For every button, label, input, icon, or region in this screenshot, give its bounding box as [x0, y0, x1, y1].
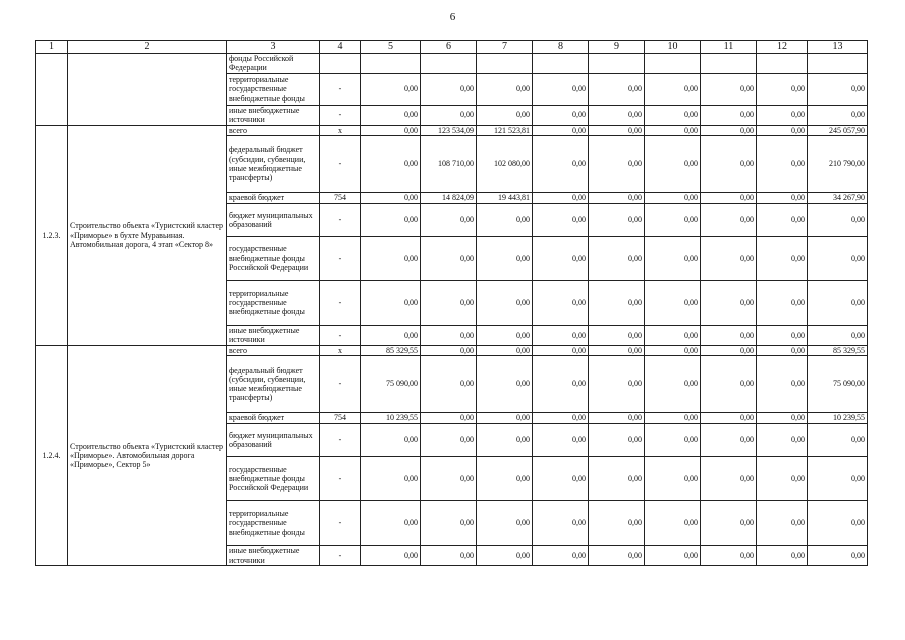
- column-header: 2: [68, 41, 227, 54]
- amount-cell: 0,00: [533, 356, 589, 413]
- amount-cell: 0,00: [645, 203, 701, 236]
- amount-cell: [645, 53, 701, 73]
- responsible-code: -: [320, 203, 361, 236]
- responsible-code: -: [320, 424, 361, 457]
- amount-cell: 0,00: [361, 457, 421, 501]
- amount-cell: 0,00: [421, 236, 477, 280]
- amount-cell: 0,00: [361, 203, 421, 236]
- amount-cell: 0,00: [645, 135, 701, 192]
- amount-cell: 0,00: [808, 501, 868, 546]
- amount-cell: 0,00: [533, 125, 589, 135]
- amount-cell: 0,00: [533, 457, 589, 501]
- column-header: 13: [808, 41, 868, 54]
- amount-cell: 0,00: [533, 203, 589, 236]
- amount-cell: 0,00: [645, 105, 701, 125]
- amount-cell: 0,00: [757, 546, 808, 566]
- amount-cell: 0,00: [589, 105, 645, 125]
- amount-cell: 0,00: [645, 424, 701, 457]
- responsible-code: -: [320, 280, 361, 325]
- row-code: 1.2.3.: [36, 125, 68, 345]
- amount-cell: 0,00: [421, 105, 477, 125]
- amount-cell: 75 090,00: [361, 356, 421, 413]
- amount-cell: 0,00: [757, 356, 808, 413]
- column-header: 7: [477, 41, 533, 54]
- object-name: Строительство объекта «Туристский кластер «Приморье» в бухте Муравьиная. Автомобильная дорога, 4 этап «Сектор 8»: [68, 125, 227, 345]
- amount-cell: 0,00: [589, 501, 645, 546]
- responsible-code: [320, 53, 361, 73]
- amount-cell: 0,00: [589, 457, 645, 501]
- amount-cell: 0,00: [477, 424, 533, 457]
- amount-cell: 0,00: [701, 125, 757, 135]
- amount-cell: 0,00: [589, 356, 645, 413]
- funding-source-label: бюджет муниципальных образований: [227, 424, 320, 457]
- amount-cell: 0,00: [589, 345, 645, 355]
- column-header: 12: [757, 41, 808, 54]
- amount-cell: 0,00: [757, 424, 808, 457]
- amount-cell: 0,00: [421, 546, 477, 566]
- amount-cell: 0,00: [477, 501, 533, 546]
- amount-cell: 108 710,00: [421, 135, 477, 192]
- amount-cell: 0,00: [808, 325, 868, 345]
- responsible-code: -: [320, 501, 361, 546]
- amount-cell: 0,00: [701, 192, 757, 203]
- amount-cell: 0,00: [645, 501, 701, 546]
- amount-cell: 0,00: [361, 125, 421, 135]
- amount-cell: 0,00: [645, 125, 701, 135]
- amount-cell: 0,00: [808, 280, 868, 325]
- responsible-code: 754: [320, 192, 361, 203]
- amount-cell: 0,00: [645, 356, 701, 413]
- amount-cell: 0,00: [645, 192, 701, 203]
- amount-cell: 0,00: [757, 135, 808, 192]
- amount-cell: 0,00: [477, 356, 533, 413]
- amount-cell: 0,00: [701, 135, 757, 192]
- object-name: [68, 53, 227, 125]
- amount-cell: 0,00: [701, 501, 757, 546]
- amount-cell: 34 267,90: [808, 192, 868, 203]
- amount-cell: 0,00: [645, 546, 701, 566]
- amount-cell: 0,00: [589, 413, 645, 424]
- amount-cell: 0,00: [701, 105, 757, 125]
- amount-cell: 0,00: [808, 424, 868, 457]
- amount-cell: [421, 53, 477, 73]
- responsible-code: -: [320, 546, 361, 566]
- amount-cell: 0,00: [477, 280, 533, 325]
- column-header: 9: [589, 41, 645, 54]
- responsible-code: х: [320, 345, 361, 355]
- column-header: 5: [361, 41, 421, 54]
- amount-cell: 0,00: [589, 236, 645, 280]
- amount-cell: 0,00: [477, 105, 533, 125]
- amount-cell: 102 080,00: [477, 135, 533, 192]
- amount-cell: 0,00: [701, 345, 757, 355]
- amount-cell: 0,00: [589, 325, 645, 345]
- amount-cell: 0,00: [589, 125, 645, 135]
- row-code: 1.2.4.: [36, 345, 68, 565]
- amount-cell: 0,00: [701, 73, 757, 105]
- amount-cell: 0,00: [477, 236, 533, 280]
- amount-cell: 0,00: [701, 325, 757, 345]
- amount-cell: 0,00: [477, 73, 533, 105]
- amount-cell: 0,00: [701, 280, 757, 325]
- amount-cell: 0,00: [533, 280, 589, 325]
- amount-cell: 0,00: [361, 73, 421, 105]
- amount-cell: 19 443,81: [477, 192, 533, 203]
- amount-cell: 0,00: [533, 105, 589, 125]
- responsible-code: 754: [320, 413, 361, 424]
- amount-cell: 210 790,00: [808, 135, 868, 192]
- responsible-code: -: [320, 135, 361, 192]
- funding-source-label: государственные внебюджетные фонды Российской Федерации: [227, 236, 320, 280]
- amount-cell: 0,00: [757, 73, 808, 105]
- header-row: [36, 41, 868, 54]
- funding-source-label: всего: [227, 345, 320, 355]
- amount-cell: 0,00: [477, 203, 533, 236]
- responsible-code: -: [320, 457, 361, 501]
- amount-cell: 0,00: [808, 236, 868, 280]
- page-number: 6: [449, 11, 456, 23]
- amount-cell: 0,00: [361, 424, 421, 457]
- responsible-code: -: [320, 325, 361, 345]
- amount-cell: 0,00: [645, 325, 701, 345]
- amount-cell: 0,00: [701, 203, 757, 236]
- amount-cell: 0,00: [421, 457, 477, 501]
- amount-cell: 0,00: [701, 236, 757, 280]
- amount-cell: 0,00: [361, 546, 421, 566]
- amount-cell: 0,00: [421, 356, 477, 413]
- table-row: [36, 345, 868, 355]
- amount-cell: 121 523,81: [477, 125, 533, 135]
- amount-cell: [757, 53, 808, 73]
- amount-cell: 0,00: [361, 501, 421, 546]
- column-header: 3: [227, 41, 320, 54]
- amount-cell: 0,00: [701, 356, 757, 413]
- amount-cell: 0,00: [589, 424, 645, 457]
- amount-cell: 0,00: [645, 345, 701, 355]
- column-header: 8: [533, 41, 589, 54]
- amount-cell: 0,00: [757, 125, 808, 135]
- amount-cell: 0,00: [701, 413, 757, 424]
- funding-source-label: краевой бюджет: [227, 192, 320, 203]
- amount-cell: 0,00: [421, 325, 477, 345]
- amount-cell: 0,00: [589, 203, 645, 236]
- amount-cell: 0,00: [533, 135, 589, 192]
- object-name: Строительство объекта «Туристский кластер «Приморье». Автомобильная дорога «Приморье», Сектор 5»: [68, 345, 227, 565]
- amount-cell: 0,00: [757, 345, 808, 355]
- amount-cell: [808, 53, 868, 73]
- amount-cell: 0,00: [533, 345, 589, 355]
- funding-source-label: государственные внебюджетные фонды Российской Федерации: [227, 457, 320, 501]
- amount-cell: 0,00: [757, 236, 808, 280]
- amount-cell: 0,00: [477, 546, 533, 566]
- amount-cell: 0,00: [808, 546, 868, 566]
- amount-cell: 0,00: [645, 236, 701, 280]
- column-header: 6: [421, 41, 477, 54]
- column-header: 4: [320, 41, 361, 54]
- amount-cell: 0,00: [757, 203, 808, 236]
- amount-cell: 0,00: [645, 457, 701, 501]
- amount-cell: 0,00: [589, 135, 645, 192]
- amount-cell: 85 329,55: [361, 345, 421, 355]
- amount-cell: 0,00: [421, 73, 477, 105]
- amount-cell: 0,00: [421, 203, 477, 236]
- funding-source-label: территориальные государственные внебюджетные фонды: [227, 73, 320, 105]
- amount-cell: 0,00: [701, 424, 757, 457]
- amount-cell: 245 057,90: [808, 125, 868, 135]
- amount-cell: 0,00: [757, 457, 808, 501]
- amount-cell: 0,00: [757, 280, 808, 325]
- responsible-code: -: [320, 73, 361, 105]
- amount-cell: 0,00: [421, 280, 477, 325]
- column-header: 11: [701, 41, 757, 54]
- amount-cell: 0,00: [361, 105, 421, 125]
- amount-cell: 85 329,55: [808, 345, 868, 355]
- amount-cell: 0,00: [421, 501, 477, 546]
- amount-cell: [477, 53, 533, 73]
- amount-cell: 0,00: [421, 345, 477, 355]
- column-header: 10: [645, 41, 701, 54]
- amount-cell: 0,00: [477, 457, 533, 501]
- amount-cell: 0,00: [645, 280, 701, 325]
- amount-cell: 0,00: [589, 192, 645, 203]
- amount-cell: 75 090,00: [808, 356, 868, 413]
- column-header: 1: [36, 41, 68, 54]
- amount-cell: 0,00: [533, 424, 589, 457]
- budget-table: [35, 40, 868, 566]
- amount-cell: 0,00: [589, 73, 645, 105]
- responsible-code: х: [320, 125, 361, 135]
- table-row: [36, 125, 868, 135]
- responsible-code: -: [320, 236, 361, 280]
- amount-cell: [589, 53, 645, 73]
- funding-source-label: иные внебюджетные источники: [227, 546, 320, 566]
- amount-cell: 0,00: [533, 192, 589, 203]
- funding-source-label: фонды Российской Федерации: [227, 53, 320, 73]
- amount-cell: 0,00: [808, 457, 868, 501]
- amount-cell: 0,00: [477, 345, 533, 355]
- amount-cell: 0,00: [589, 280, 645, 325]
- amount-cell: 0,00: [361, 192, 421, 203]
- amount-cell: 0,00: [757, 105, 808, 125]
- amount-cell: [533, 53, 589, 73]
- amount-cell: [701, 53, 757, 73]
- amount-cell: 123 534,09: [421, 125, 477, 135]
- amount-cell: 0,00: [757, 325, 808, 345]
- amount-cell: 0,00: [808, 105, 868, 125]
- amount-cell: 10 239,55: [361, 413, 421, 424]
- amount-cell: 0,00: [757, 192, 808, 203]
- amount-cell: 0,00: [808, 73, 868, 105]
- amount-cell: 0,00: [645, 73, 701, 105]
- funding-source-label: краевой бюджет: [227, 413, 320, 424]
- amount-cell: 0,00: [361, 280, 421, 325]
- amount-cell: 10 239,55: [808, 413, 868, 424]
- funding-source-label: бюджет муниципальных образований: [227, 203, 320, 236]
- amount-cell: 0,00: [361, 135, 421, 192]
- amount-cell: 0,00: [421, 424, 477, 457]
- amount-cell: 0,00: [533, 546, 589, 566]
- funding-source-label: федеральный бюджет (субсидии, субвенции, иные межбюджетные трансферты): [227, 356, 320, 413]
- amount-cell: 0,00: [421, 413, 477, 424]
- amount-cell: 0,00: [645, 413, 701, 424]
- amount-cell: 0,00: [361, 236, 421, 280]
- table-row: [36, 53, 868, 73]
- amount-cell: 0,00: [589, 546, 645, 566]
- amount-cell: 0,00: [361, 325, 421, 345]
- amount-cell: 0,00: [477, 413, 533, 424]
- amount-cell: 0,00: [757, 413, 808, 424]
- funding-source-label: иные внебюджетные источники: [227, 325, 320, 345]
- responsible-code: -: [320, 356, 361, 413]
- amount-cell: 0,00: [533, 236, 589, 280]
- amount-cell: 0,00: [533, 73, 589, 105]
- amount-cell: 0,00: [701, 457, 757, 501]
- amount-cell: 0,00: [533, 413, 589, 424]
- amount-cell: 0,00: [808, 203, 868, 236]
- amount-cell: 0,00: [533, 325, 589, 345]
- responsible-code: -: [320, 105, 361, 125]
- amount-cell: [361, 53, 421, 73]
- row-code: [36, 53, 68, 125]
- amount-cell: 0,00: [701, 546, 757, 566]
- amount-cell: 0,00: [533, 501, 589, 546]
- amount-cell: 14 824,09: [421, 192, 477, 203]
- funding-source-label: всего: [227, 125, 320, 135]
- funding-source-label: территориальные государственные внебюджетные фонды: [227, 280, 320, 325]
- amount-cell: 0,00: [757, 501, 808, 546]
- funding-source-label: территориальные государственные внебюджетные фонды: [227, 501, 320, 546]
- funding-source-label: федеральный бюджет (субсидии, субвенции, иные межбюджетные трансферты): [227, 135, 320, 192]
- amount-cell: 0,00: [477, 325, 533, 345]
- funding-source-label: иные внебюджетные источники: [227, 105, 320, 125]
